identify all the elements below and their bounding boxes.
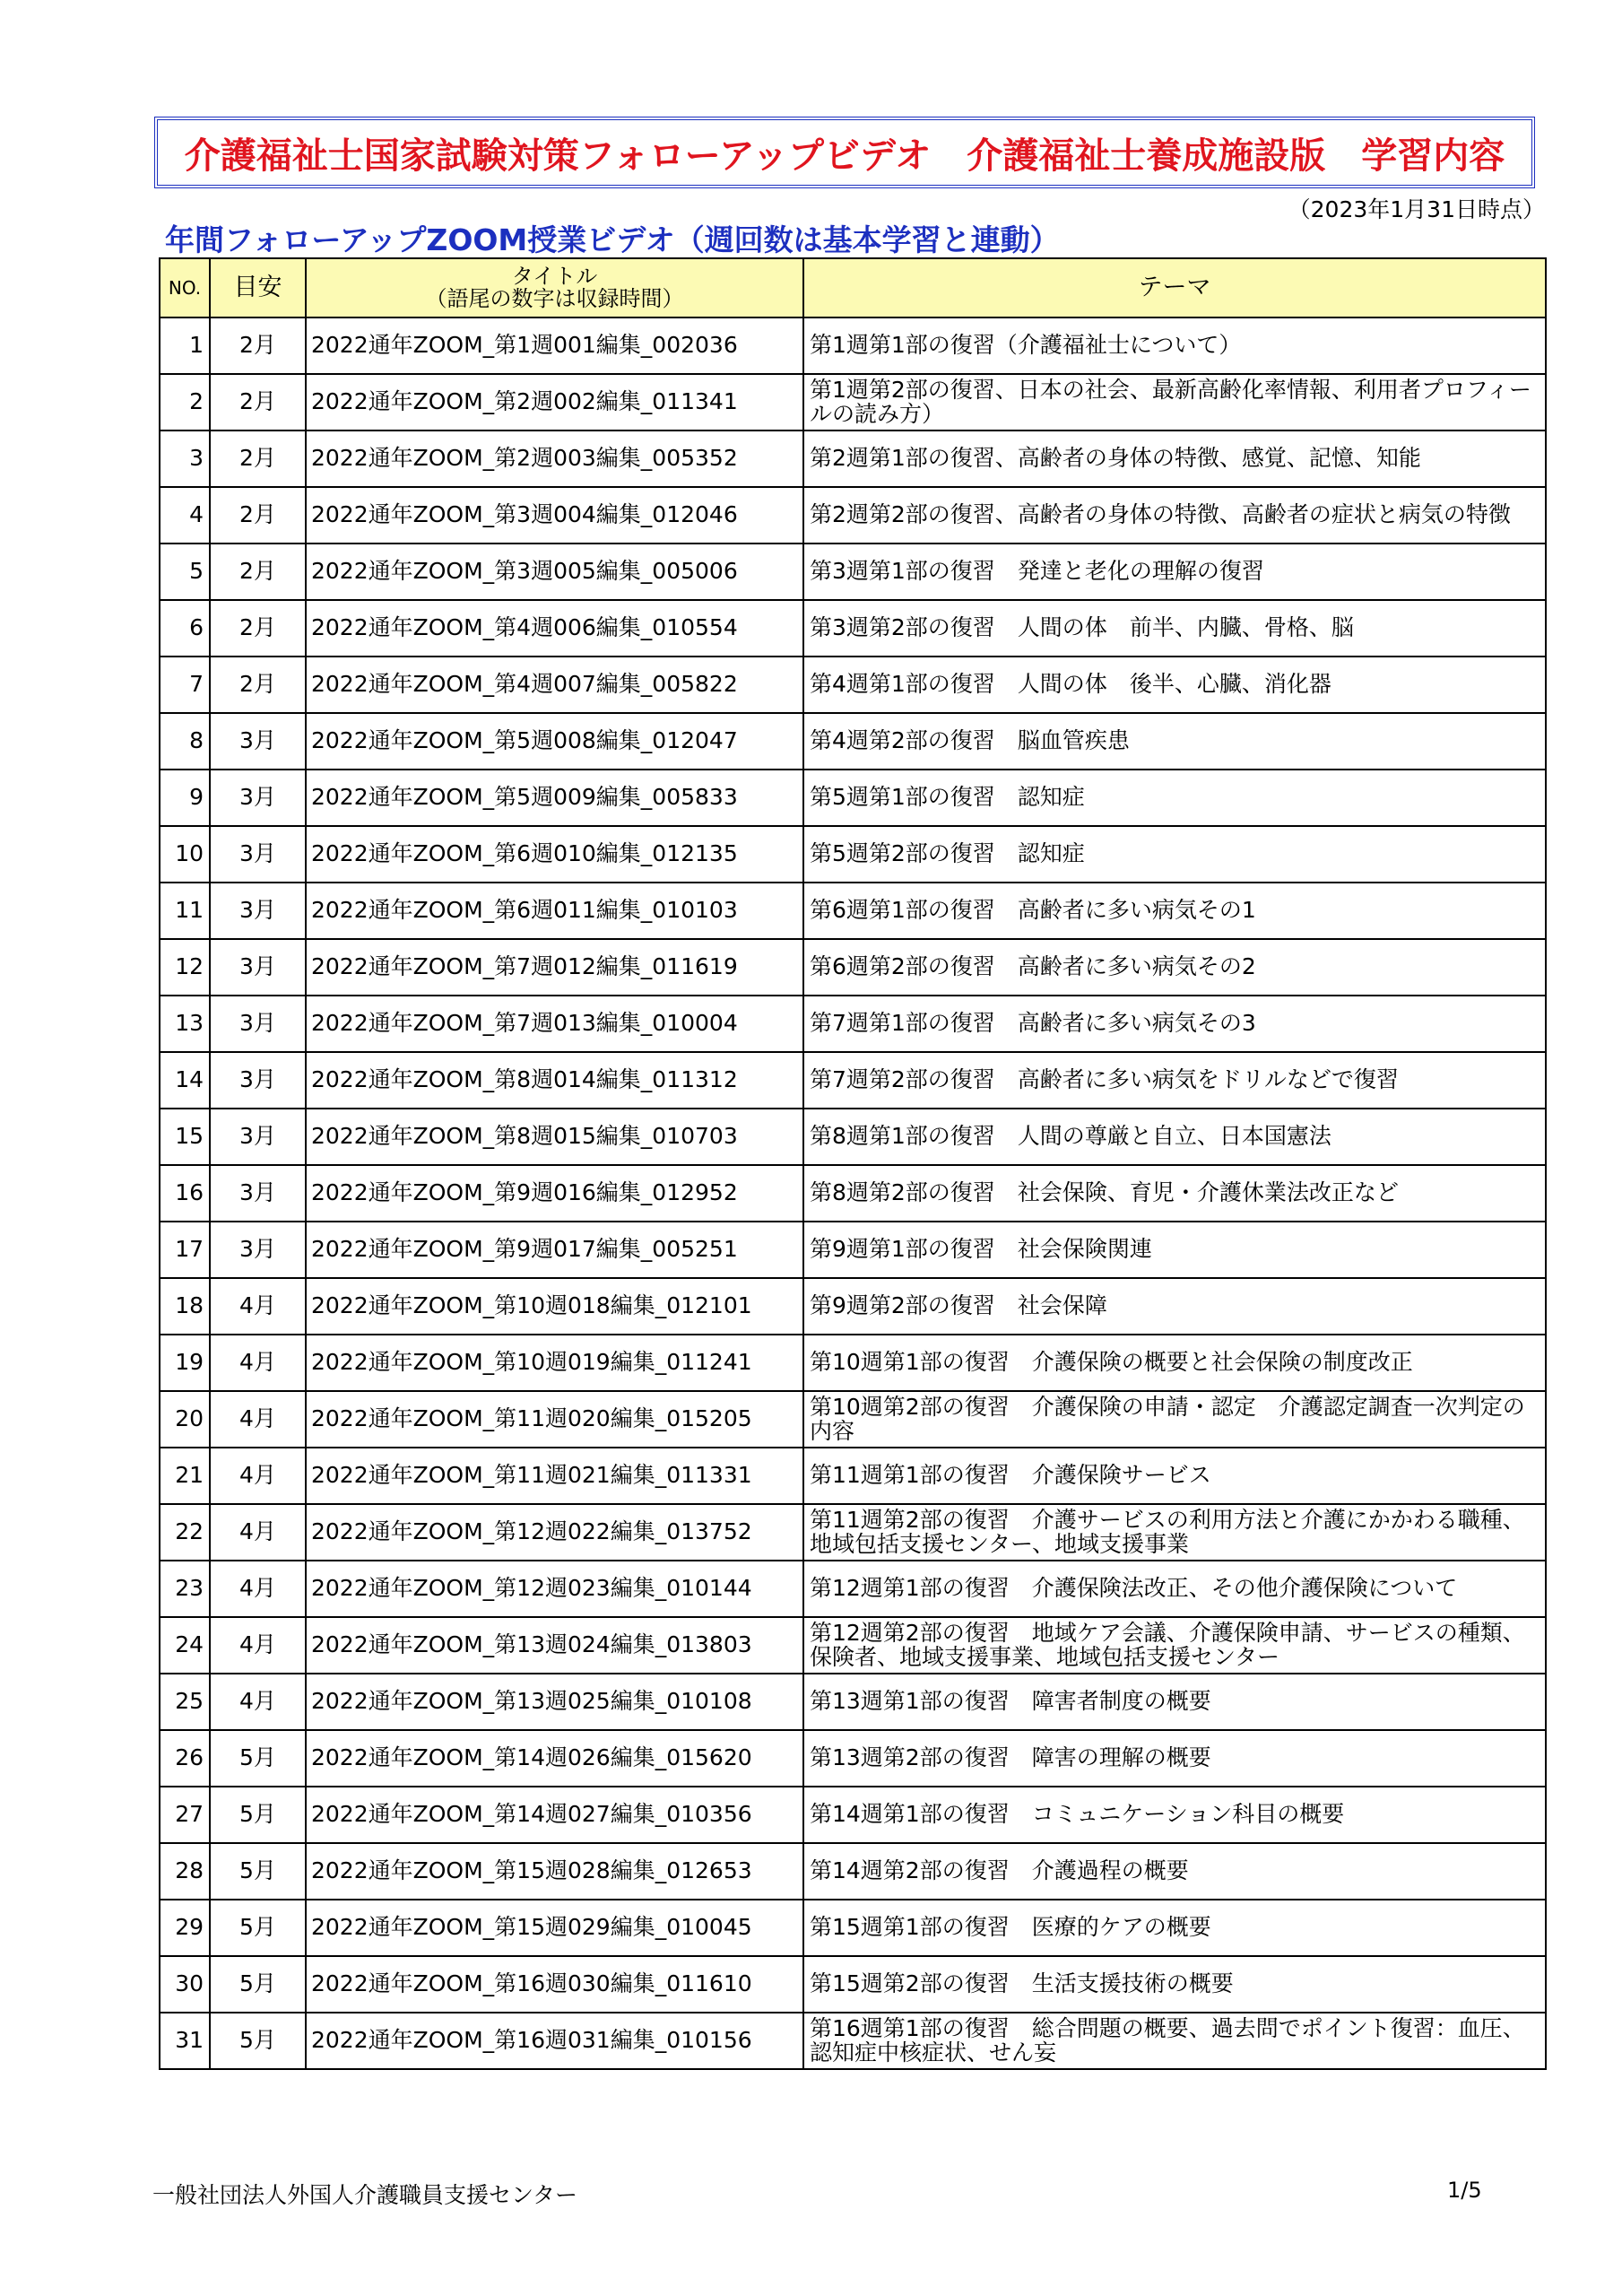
title-box	[154, 117, 1535, 188]
column-header-no: NO.	[160, 258, 210, 317]
row-theme: 第11週第1部の復習 介護保険サービス	[803, 1448, 1546, 1504]
row-number: 5	[160, 544, 210, 600]
row-video-title: 2022通年ZOOM_第2週002編集_011341	[306, 374, 803, 430]
row-month: 3月	[210, 883, 306, 939]
table-row	[160, 1335, 1546, 1391]
row-video-title: 2022通年ZOOM_第16週030編集_011610	[306, 1956, 803, 2013]
row-month: 2月	[210, 487, 306, 544]
table-row	[160, 1787, 1546, 1843]
row-month: 4月	[210, 1391, 306, 1448]
page-number: 1/5	[1447, 2178, 1482, 2203]
row-theme: 第7週第2部の復習 高齢者に多い病気をドリルなどで復習	[803, 1052, 1546, 1109]
table-row	[160, 1504, 1546, 1561]
table-row	[160, 1165, 1546, 1222]
table-row	[160, 939, 1546, 996]
row-theme: 第10週第1部の復習 介護保険の概要と社会保険の制度改正	[803, 1335, 1546, 1391]
row-number: 20	[160, 1391, 210, 1448]
row-number: 15	[160, 1109, 210, 1165]
row-number: 14	[160, 1052, 210, 1109]
row-month: 4月	[210, 1278, 306, 1335]
row-month: 3月	[210, 826, 306, 883]
table-row	[160, 1052, 1546, 1109]
row-number: 6	[160, 600, 210, 657]
row-number: 10	[160, 826, 210, 883]
row-video-title: 2022通年ZOOM_第13週025編集_010108	[306, 1674, 803, 1730]
table-body	[160, 317, 1546, 2069]
table-row	[160, 1448, 1546, 1504]
row-theme: 第1週第2部の復習、日本の社会、最新高齢化率情報、利用者プロフィールの読み方）	[803, 374, 1546, 430]
row-month: 4月	[210, 1561, 306, 1617]
row-theme: 第12週第1部の復習 介護保険法改正、その他介護保険について	[803, 1561, 1546, 1617]
row-theme: 第6週第2部の復習 高齢者に多い病気その2	[803, 939, 1546, 996]
row-number: 21	[160, 1448, 210, 1504]
table-row	[160, 826, 1546, 883]
row-number: 26	[160, 1730, 210, 1787]
row-month: 2月	[210, 544, 306, 600]
row-number: 13	[160, 996, 210, 1052]
table-row	[160, 1391, 1546, 1448]
row-number: 8	[160, 713, 210, 770]
row-month: 2月	[210, 600, 306, 657]
row-theme: 第12週第2部の復習 地域ケア会議、介護保険申請、サービスの種類、保険者、地域支援事業、地域包括支援センター	[803, 1617, 1546, 1674]
row-number: 1	[160, 317, 210, 374]
table-row	[160, 317, 1546, 374]
table-row	[160, 430, 1546, 487]
row-theme: 第14週第2部の復習 介護過程の概要	[803, 1843, 1546, 1900]
row-month: 3月	[210, 1052, 306, 1109]
column-header-title-label: タイトル	[511, 263, 598, 289]
row-theme: 第15週第2部の復習 生活支援技術の概要	[803, 1956, 1546, 2013]
row-month: 5月	[210, 1900, 306, 1956]
row-video-title: 2022通年ZOOM_第5週009編集_005833	[306, 770, 803, 826]
row-video-title: 2022通年ZOOM_第12週022編集_013752	[306, 1504, 803, 1561]
row-number: 4	[160, 487, 210, 544]
table-row	[160, 1843, 1546, 1900]
table-row	[160, 1956, 1546, 2013]
row-theme: 第1週第1部の復習（介護福祉士について）	[803, 317, 1546, 374]
row-video-title: 2022通年ZOOM_第1週001編集_002036	[306, 317, 803, 374]
row-video-title: 2022通年ZOOM_第15週028編集_012653	[306, 1843, 803, 1900]
row-month: 5月	[210, 1843, 306, 1900]
row-video-title: 2022通年ZOOM_第16週031編集_010156	[306, 2013, 803, 2069]
section-heading: 年間フォローアップZOOM授業ビデオ（週回数は基本学習と連動）	[165, 222, 1060, 257]
row-theme: 第9週第2部の復習 社会保障	[803, 1278, 1546, 1335]
row-month: 3月	[210, 1109, 306, 1165]
row-number: 28	[160, 1843, 210, 1900]
as-of-date: （2023年1月31日時点）	[1288, 196, 1545, 222]
row-number: 31	[160, 2013, 210, 2069]
row-number: 22	[160, 1504, 210, 1561]
row-video-title: 2022通年ZOOM_第10週018編集_012101	[306, 1278, 803, 1335]
row-video-title: 2022通年ZOOM_第4週006編集_010554	[306, 600, 803, 657]
table-row	[160, 487, 1546, 544]
row-theme: 第5週第1部の復習 認知症	[803, 770, 1546, 826]
row-theme: 第4週第1部の復習 人間の体 後半、心臓、消化器	[803, 657, 1546, 713]
row-month: 4月	[210, 1617, 306, 1674]
row-video-title: 2022通年ZOOM_第15週029編集_010045	[306, 1900, 803, 1956]
row-video-title: 2022通年ZOOM_第3週004編集_012046	[306, 487, 803, 544]
row-number: 3	[160, 430, 210, 487]
row-month: 2月	[210, 657, 306, 713]
row-number: 16	[160, 1165, 210, 1222]
row-theme: 第10週第2部の復習 介護保険の申請・認定 介護認定調査一次判定の内容	[803, 1391, 1546, 1448]
row-number: 18	[160, 1278, 210, 1335]
row-number: 23	[160, 1561, 210, 1617]
row-video-title: 2022通年ZOOM_第6週010編集_012135	[306, 826, 803, 883]
row-month: 5月	[210, 1956, 306, 2013]
table-row	[160, 770, 1546, 826]
row-video-title: 2022通年ZOOM_第13週024編集_013803	[306, 1617, 803, 1674]
table-row	[160, 1561, 1546, 1617]
row-month: 2月	[210, 317, 306, 374]
row-month: 2月	[210, 430, 306, 487]
row-video-title: 2022通年ZOOM_第6週011編集_010103	[306, 883, 803, 939]
row-month: 2月	[210, 374, 306, 430]
row-number: 29	[160, 1900, 210, 1956]
row-theme: 第8週第1部の復習 人間の尊厳と自立、日本国憲法	[803, 1109, 1546, 1165]
row-video-title: 2022通年ZOOM_第4週007編集_005822	[306, 657, 803, 713]
row-theme: 第2週第2部の復習、高齢者の身体の特徴、高齢者の症状と病気の特徴	[803, 487, 1546, 544]
table-header-row	[160, 258, 1546, 317]
row-video-title: 2022通年ZOOM_第2週003編集_005352	[306, 430, 803, 487]
row-number: 11	[160, 883, 210, 939]
table-row	[160, 713, 1546, 770]
table-row	[160, 1617, 1546, 1674]
row-month: 4月	[210, 1504, 306, 1561]
row-video-title: 2022通年ZOOM_第14週026編集_015620	[306, 1730, 803, 1787]
row-theme: 第9週第1部の復習 社会保険関連	[803, 1222, 1546, 1278]
row-number: 27	[160, 1787, 210, 1843]
row-month: 3月	[210, 996, 306, 1052]
row-number: 2	[160, 374, 210, 430]
video-table	[159, 257, 1547, 2070]
row-video-title: 2022通年ZOOM_第11週020編集_015205	[306, 1391, 803, 1448]
row-theme: 第15週第1部の復習 医療的ケアの概要	[803, 1900, 1546, 1956]
row-video-title: 2022通年ZOOM_第9週017編集_005251	[306, 1222, 803, 1278]
row-theme: 第5週第2部の復習 認知症	[803, 826, 1546, 883]
row-month: 4月	[210, 1335, 306, 1391]
row-theme: 第6週第1部の復習 高齢者に多い病気その1	[803, 883, 1546, 939]
row-month: 5月	[210, 2013, 306, 2069]
row-video-title: 2022通年ZOOM_第12週023編集_010144	[306, 1561, 803, 1617]
column-header-month: 目安	[210, 258, 306, 317]
table-row	[160, 1109, 1546, 1165]
table-row	[160, 374, 1546, 430]
row-video-title: 2022通年ZOOM_第8週015編集_010703	[306, 1109, 803, 1165]
row-video-title: 2022通年ZOOM_第10週019編集_011241	[306, 1335, 803, 1391]
table-row	[160, 2013, 1546, 2069]
row-video-title: 2022通年ZOOM_第7週012編集_011619	[306, 939, 803, 996]
column-header-title-note: （語尾の数字は収録時間）	[425, 286, 684, 311]
row-theme: 第3週第1部の復習 発達と老化の理解の復習	[803, 544, 1546, 600]
row-month: 5月	[210, 1787, 306, 1843]
row-theme: 第2週第1部の復習、高齢者の身体の特徴、感覚、記憶、知能	[803, 430, 1546, 487]
row-number: 25	[160, 1674, 210, 1730]
row-video-title: 2022通年ZOOM_第11週021編集_011331	[306, 1448, 803, 1504]
column-header-theme: テーマ	[803, 258, 1546, 317]
table-row	[160, 1278, 1546, 1335]
table-row	[160, 657, 1546, 713]
row-theme: 第8週第2部の復習 社会保険、育児・介護休業法改正など	[803, 1165, 1546, 1222]
row-month: 3月	[210, 939, 306, 996]
row-number: 12	[160, 939, 210, 996]
row-month: 4月	[210, 1674, 306, 1730]
table-row	[160, 883, 1546, 939]
row-number: 19	[160, 1335, 210, 1391]
table-row	[160, 1674, 1546, 1730]
footer-organization: 一般社団法人外国人介護職員支援センター	[152, 2182, 578, 2208]
row-theme: 第16週第1部の復習 総合問題の概要、過去問でポイント復習：血圧、認知症中核症状、せん妄	[803, 2013, 1546, 2069]
table-row	[160, 1222, 1546, 1278]
row-theme: 第14週第1部の復習 コミュニケーション科目の概要	[803, 1787, 1546, 1843]
row-number: 9	[160, 770, 210, 826]
table-row	[160, 1900, 1546, 1956]
row-theme: 第4週第2部の復習 脳血管疾患	[803, 713, 1546, 770]
column-header-title	[306, 258, 803, 317]
row-theme: 第11週第2部の復習 介護サービスの利用方法と介護にかかわる職種、地域包括支援センター、地域支援事業	[803, 1504, 1546, 1561]
row-video-title: 2022通年ZOOM_第14週027編集_010356	[306, 1787, 803, 1843]
row-month: 3月	[210, 713, 306, 770]
row-number: 17	[160, 1222, 210, 1278]
row-month: 3月	[210, 1222, 306, 1278]
row-video-title: 2022通年ZOOM_第3週005編集_005006	[306, 544, 803, 600]
row-month: 3月	[210, 770, 306, 826]
table-row	[160, 1730, 1546, 1787]
row-month: 5月	[210, 1730, 306, 1787]
row-theme: 第7週第1部の復習 高齢者に多い病気その3	[803, 996, 1546, 1052]
row-month: 3月	[210, 1165, 306, 1222]
row-number: 24	[160, 1617, 210, 1674]
row-video-title: 2022通年ZOOM_第8週014編集_011312	[306, 1052, 803, 1109]
row-theme: 第3週第2部の復習 人間の体 前半、内臓、骨格、脳	[803, 600, 1546, 657]
page-title: 介護福祉士国家試験対策フォローアップビデオ 介護福祉士養成施設版 学習内容	[184, 135, 1505, 177]
table-row	[160, 600, 1546, 657]
row-video-title: 2022通年ZOOM_第5週008編集_012047	[306, 713, 803, 770]
row-theme: 第13週第1部の復習 障害者制度の概要	[803, 1674, 1546, 1730]
row-video-title: 2022通年ZOOM_第9週016編集_012952	[306, 1165, 803, 1222]
row-video-title: 2022通年ZOOM_第7週013編集_010004	[306, 996, 803, 1052]
row-number: 30	[160, 1956, 210, 2013]
table-row	[160, 544, 1546, 600]
row-month: 4月	[210, 1448, 306, 1504]
table-row	[160, 996, 1546, 1052]
row-theme: 第13週第2部の復習 障害の理解の概要	[803, 1730, 1546, 1787]
row-number: 7	[160, 657, 210, 713]
